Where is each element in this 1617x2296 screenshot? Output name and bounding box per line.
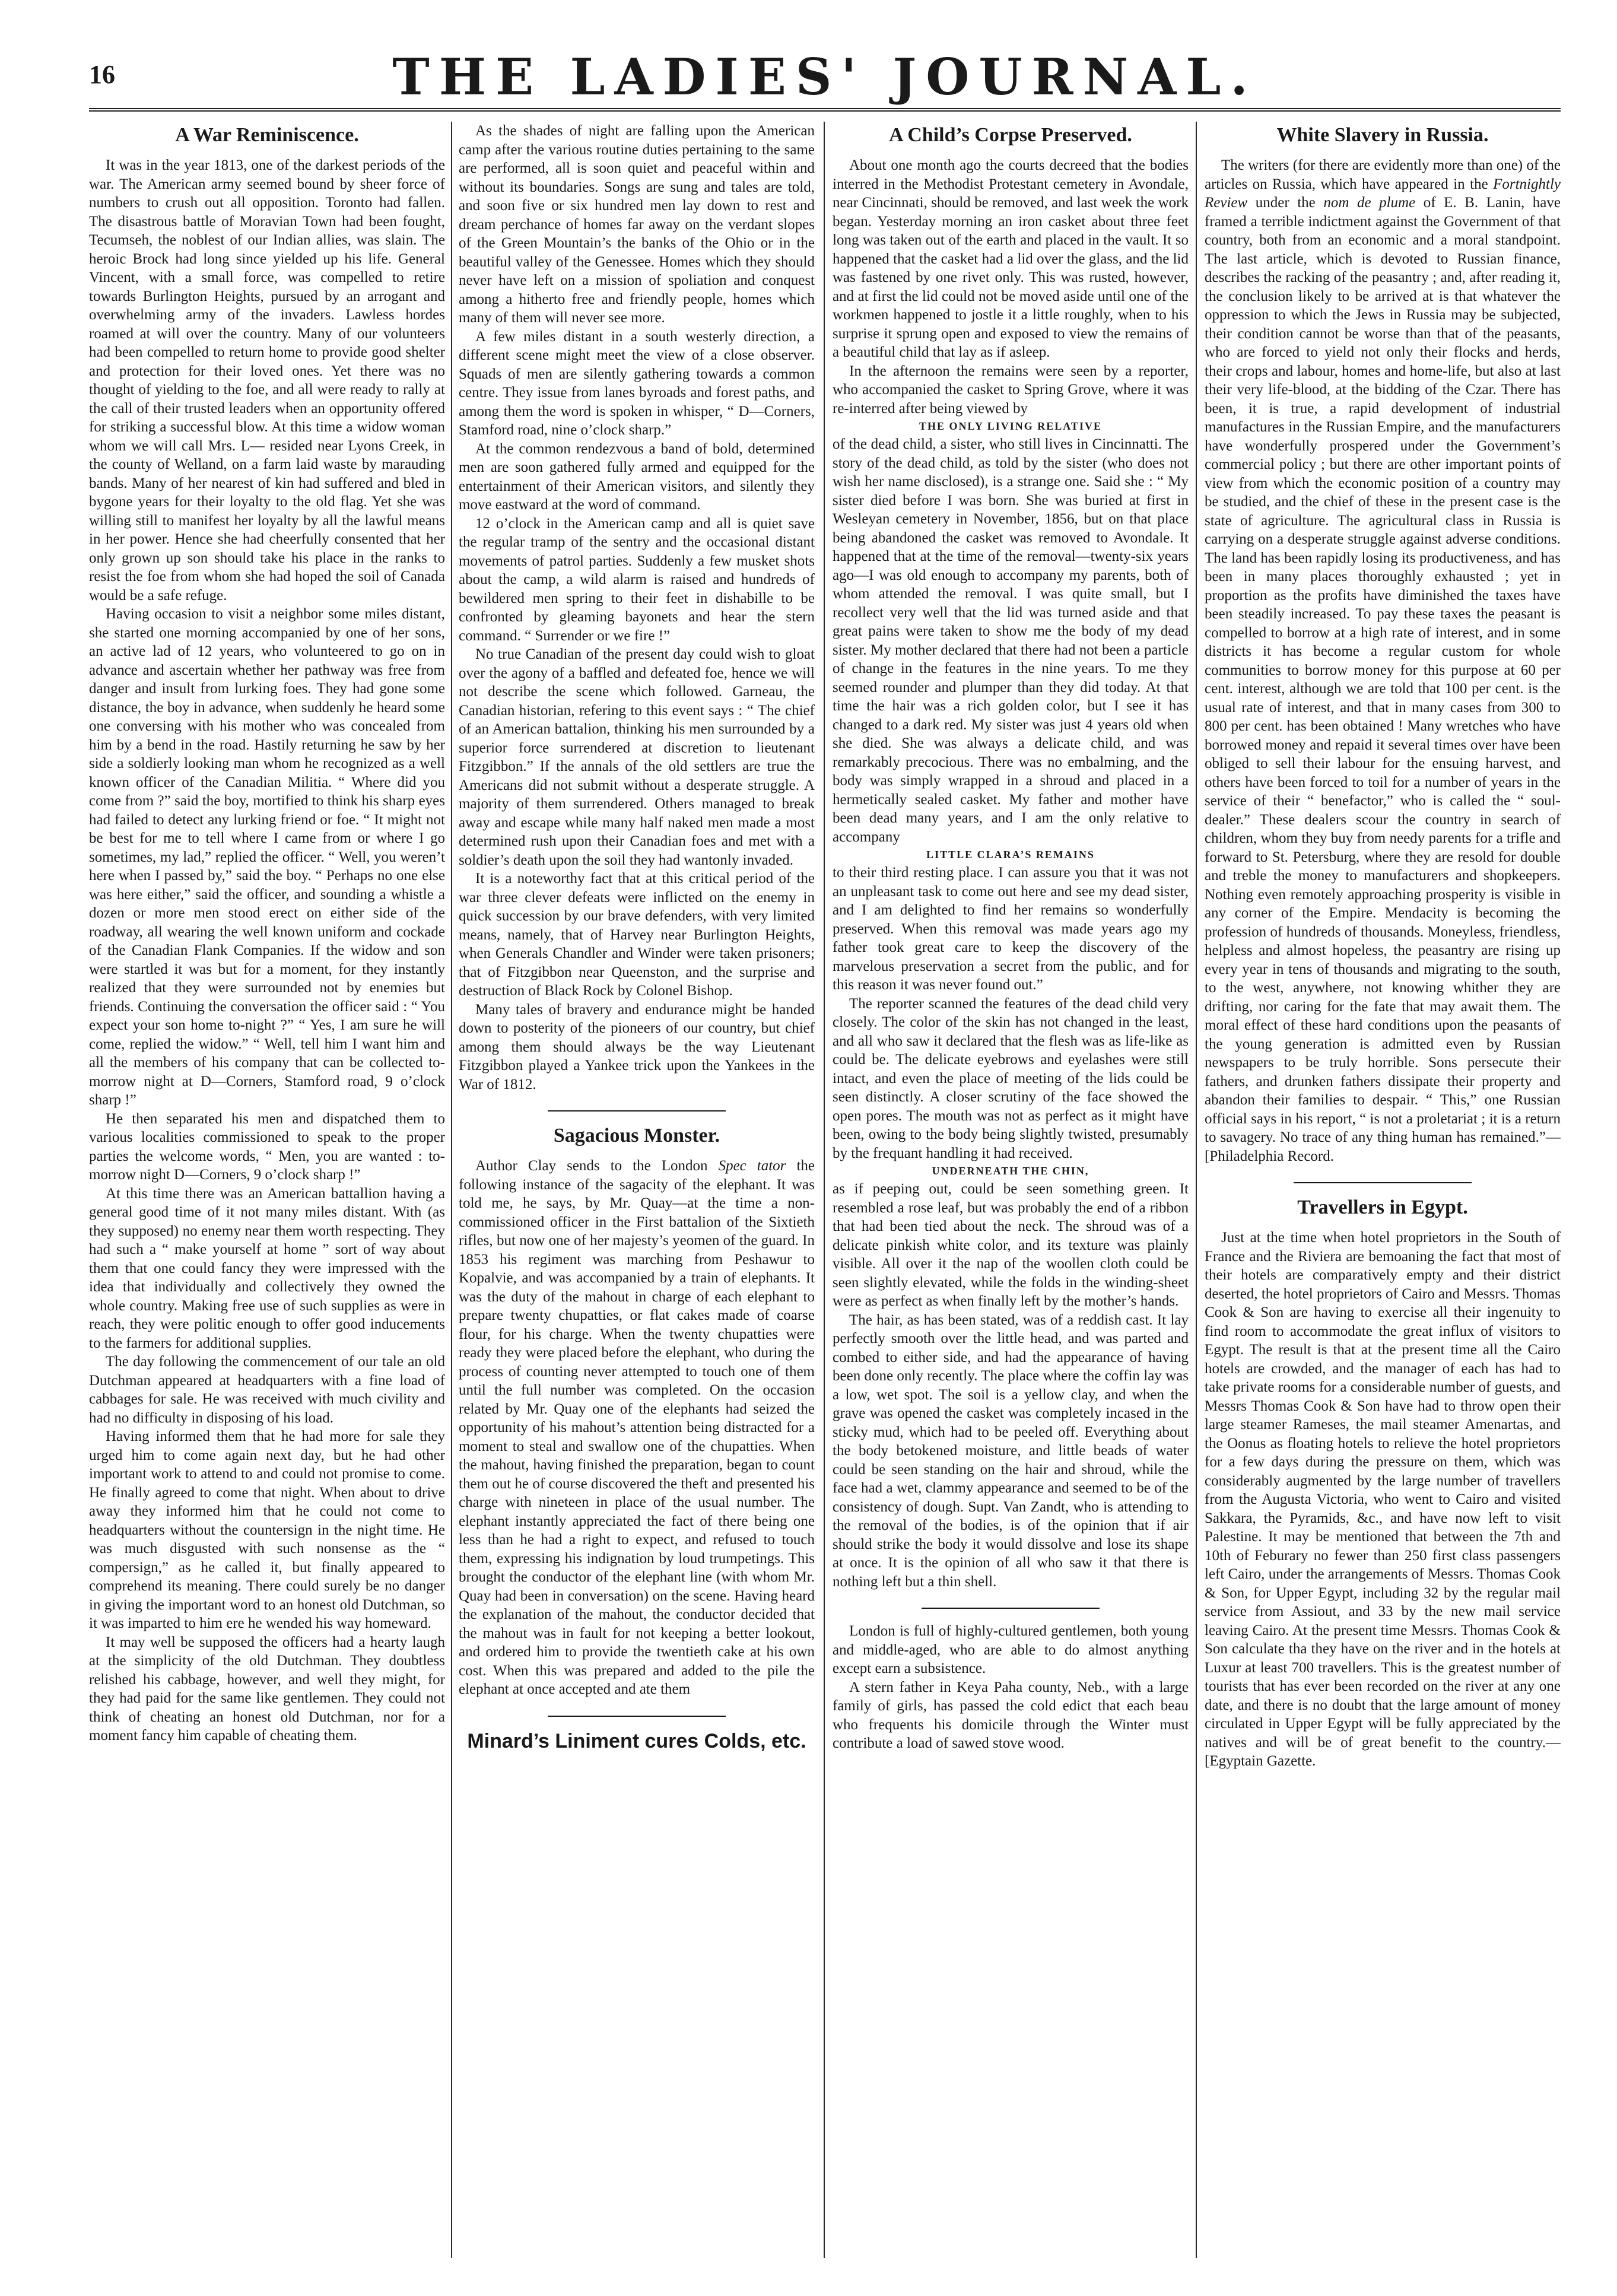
article-paragraph: In the afternoon the remains were seen by a reporter, who accompanied the casket to Spring Grove, where it was re-interred after being viewed by (833, 363, 1189, 417)
article-sagacious-monster (459, 1125, 815, 1699)
section-rule (548, 1110, 726, 1112)
publication-name: Spec tator (718, 1158, 786, 1174)
short-items (833, 1622, 1189, 1753)
text-run: the following instance of the sagacity of the elephant. It was told me, he says, by Mr. Quay—at the time a non-commissioned officer in the First battalion of the Sixtieth rifles, but now one of her majesty’s yeomen of the guard. In 1853 his regiment was marching from Peshawur to Kopalvie, and was accompanied by a train of elephants. It was the duty of the mahout in charge of each elephant to prepare twenty chupatties, or flat cakes made of coarse flour, for his charge. When the twenty chupatties were ready they were placed before the elephant, who during the process of counting never attempted to touch one of them until the full number was completed. On the occasion related by Mr. Quay one of the elephants had seized the opportunity of his mahout’s attention being distracted for a moment to steal and swallow one of the chupatties. When the mahout, having finished the preparation, began to count them out he of course discovered the theft and presented his charge with nineteen in place of the usual number. The elephant instantly appreciated the fact of there being one less than he had a right to expect, and refused to touch them, expressing his indignation by loud trumpetings. This brought the conductor of the elephant line (with whom Mr. Quay had been in conversation) on the scene. Having heard the explanation of the mahout, the conductor decided that the mahout was in fault for not keeping a better lookout, and ordered him to provide the twentieth cake at his own cost. When this was prepared and added to the pile the elephant at once accepted and ate them (459, 1158, 815, 1697)
text-run: under the (1247, 195, 1324, 211)
column-divider (451, 122, 452, 2258)
article-headline: Travellers in Egypt. (1297, 1196, 1468, 1218)
article-white-slavery (1205, 124, 1561, 1166)
journal-title: THE LADIES' JOURNAL. (392, 47, 1257, 106)
article-paragraph (459, 1157, 815, 1699)
article-war-reminiscence (89, 124, 445, 1745)
article-paragraph: As the shades of night are falling upon the American camp after the various routine duties pertaining to the same are performed, all is soon quiet and peaceful within and without its boundaries. Songs are sung and tales are told, and soon five or six hundred men lay down to rest and dream perchance of homes far away on the verdant slopes of the Green Mountain’s the banks of the Ohio or in the beautiful valley of the Genessee. Homes which they should never have left on a mission of spoliation and conquest among a hitherto free and friendly people, homes which many of them will never see more. (459, 123, 815, 326)
article-subhead: THE ONLY LIVING RELATIVE (919, 420, 1102, 432)
article-subhead: UNDERNEATH THE CHIN, (932, 1165, 1089, 1177)
article-paragraph: as if peeping out, could be seen something green. It resembled a rose leaf, but was probably the end of a ribbon that had been tied about the neck. The shroud was of a delicate pinkish white color, and its texture was plainly visible. All over it the nap of the woollen cloth could be seen slightly elevated, while the folds in the winding-sheet were as perfect as when finally left by the mother’s hands. (833, 1181, 1189, 1309)
article-paragraph: It is a noteworthy fact that at this critical period of the war three clever defeats were inflicted on the enemy in quick succession by our brave defenders, with very limited means, namely, that of Harvey near Burlington Heights, when Generals Chandler and Winder were taken prisoners; that of Fitzgibbon near Queenston, and the surprise and destruction of Black Rock by Colonel Bishop. (459, 871, 815, 999)
article-paragraph: The reporter scanned the features of the dead child very closely. The color of the skin has not changed in the least, and all who saw it declared that the flesh was as life-like as could be. The delicate eyebrows and eyelashes were still intact, and even the place of meeting of the lids could be seen distinctly. A closer scrutiny of the face showed the open pores. The mouth was not as perfect as it might have been, owing to the body being slightly twisted, presumably by the frequant handling it had received. (833, 995, 1189, 1161)
article-headline: A Child’s Corpse Preserved. (889, 124, 1132, 146)
short-item: London is full of highly-cultured gentlemen, both young and middle-aged, who are able to do almost anything except earn a subsistence. (833, 1623, 1189, 1676)
article-subhead: LITTLE CLARA’S REMAINS (926, 849, 1095, 860)
column-1 (89, 122, 445, 2270)
section-rule (922, 1608, 1100, 1609)
column-4 (1205, 122, 1561, 2270)
article-paragraph: of the dead child, a sister, who still lives in Cincinnatti. The story of the dead child, as told by the sister (who does not wish her name disclosed), is a strange one. Said she : “ My sister died before I was born. She was buried at first in Wesleyan cemetery in November, 1856, but on that place being abandoned the casket was removed to Avondale. It happened that at the time of the removal—twenty-six years ago—I was old enough to accompany my parents, both of whom attended the removal. I was quite small, but I recollect very well that the lid was turned aside and that great pains were taken to show me the body of my dead sister. My mother declared that there had not been a particle of change in the features in the nine years. To me they seemed rounder and plumper than they did today. At that time the hair was a rich golden color, but I see it has changed to a dark red. My sister was just 4 years old when she died. She was always a delicate child, and was remarkably precocious. There was no embalming, and the body was simply wrapped in a shroud and placed in a hermetically sealed casket. My father and mother have been dead many years, and I am the only relative to accompany (833, 436, 1189, 845)
column-divider (824, 122, 825, 2258)
article-paragraph: Just at the time when hotel proprietors in the South of France and the Riviera are bemoaning the fact that most of their hotels are comparatively empty and their district deserted, the hotel proprietors of Cairo and Messrs. Thomas Cook & Son are having to exercise all their ingenuity to find room to accommodate the great influx of visitors to Egypt. The result is that at the present time all the Cairo hotels are crowded, and the manager of each has had to take private rooms for a considerable number of guests, and Messrs Thomas Cook & Son have had to throw open their large steamer Rameses, the mail steamer Amenartas, and the Oonus as floating hotels to relieve the hotel proprietors for a few days during the pressure on them, which was considerably augmented by the large number of travellers from the Augusta Victoria, who went to Cairo and visited Sakkara, the Pyramids, &c., and have now left to visit Palestine. It may be mentioned that between the 7th and 10th of Feburary no fewer than 250 first class passengers left Cairo, under the arrangements of Messrs. Thomas Cook & Son, for Upper Egypt, including 32 by the regular mail service from Assiout, and 33 by the new mail service leaving Cairo. At the present time Messrs. Thomas Cook & Son calculate tha they have on the river and in the hotels at Luxur at least 700 travellers. This is the greatest number of tourists that has ever been recorded on the river at any one date, and there is no doubt that the large amount of money circulated in Upper Egypt will be fully appreciated by the natives and will be of great benefit to the country.—[Egyptain Gazette. (1205, 1230, 1561, 1769)
article-paragraph: No true Canadian of the present day could wish to gloat over the agony of a baffled and defeated foe, hence we will not describe the scene which followed. Garneau, the Canadian historian, refering to this event says : “ The chief of an American battalion, thinking his men surrounded by a superior force surrendered at discretion to lieutenant Fitzgibbon.” If the annals of the old settlers are true the Americans did not submit without a desperate struggle. A majority of them surrendered. Others managed to break away and escape while many half naked men made a most determined rush upon their Canadian foes and met with a soldier’s death upon the soil they had wantonly invaded. (459, 646, 815, 868)
article-paragraph: Many tales of bravery and endurance might be handed down to posterity of the pioneers of our country, but chief among them should always be the way Lieutenant Fitzgibbon played a Yankee trick upon the Yankees in the War of 1812. (459, 1001, 815, 1093)
publication-name: Fortnightly Review (1205, 176, 1561, 211)
article-headline: A War Reminiscence. (175, 124, 359, 146)
column-3 (833, 122, 1189, 2270)
column-divider (1196, 122, 1197, 2258)
article-paragraph: Having occasion to visit a neighbor some miles distant, she started one morning accompanied by one of her sons, an active lad of 12 years, who volunteered to go on in advance and ascertain whether her pathway was free from danger and insult from lurking foes. They had gone some distance, the boy in advance, when suddenly he heard some one conversing with his mother who was concealed from him by a bend in the road. Hastily returning he saw by her side a soldierly looking man whom he recognized as a well known officer of the Canadian Militia. “ Where did you come from ?” said the boy, mortified to think his sharp eyes had failed to detect any lurking friend or foe. “ It might not be best for me to tell where I came from or where I go sometimes, my lad,” replied the officer. “ Well, you weren’t here when I passed by,” said the boy. “ Perhaps no one else was here either,” said the officer, and sounding a whistle a dozen or more men stood erect on either side of the roadway, all wearing the well known uniform and cockade of the Canadian Flank Companies. If the widow and son were startled it was but for a moment, for they instantly realized that they were surrounded not by enemies but friends. Continuing the conversation the officer said : “ You expect your son home to-night ?” “ Yes, I am sure he will come, replied the widow.” “ Well, tell him I want him and all the members of his company that can be collected to-morrow night at D—Corners, Stamford road, 9 o’clock sharp !” (89, 606, 445, 1108)
text-run: Author Clay sends to the London (475, 1158, 719, 1174)
advertisement: Minard’s Liniment cures Colds, etc. (467, 1729, 806, 1752)
column-2 (459, 122, 815, 2270)
article-paragraph: At the common rendezvous a band of bold, determined men are soon gathered fully armed and equipped for the entertainment of their American visitors, and silently they move eastward at the word of command. (459, 440, 815, 513)
masthead (89, 42, 1561, 113)
article-paragraph: It may well be supposed the officers had a hearty laugh at the simplicity of the old Dutchman. They doubtless relished his cabbage, however, and well they might, for they had paid for the same like gentlemen. They could not think of cheating an honest old Dutchman, nor for a moment fancy him capable of cheating them. (89, 1634, 445, 1744)
masthead-rule (89, 108, 1561, 112)
italic-phrase: nom de plume (1323, 195, 1416, 211)
text-run: of E. B. Lanin, have framed a terrible indictment against the Government of that country, both from an economic and a moral standpoint. The last article, which is devoted to Russian finance, describes the racking of the peasantry ; and, after reading it, the conclusion likely to be arrived at is that whatever the oppression to which the Jews in Russia may be subjected, their condition cannot be worse than that of the peasants, who are forced to yield not only their flocks and herds, their crops and labour, homes and home-life, but also at last their very life-blood, at the bidding of the Czar. There has been, it is true, a rapid development of industrial manufactures in the Russian Empire, and the manufacturers have wonderfully prospered under the Government’s commercial policy ; but there are other important points of view from which the economic position of a country may be studied, and the chief of these in the present case is the state of agriculture. The agricultural class in Russia is carrying on a desperate struggle against adverse conditions. The land has been rapidly losing its productiveness, and has been in many places thoroughly exhausted ; yet in proportion as the profits have diminished the taxes have been steadily increased. To pay these taxes the peasant is compelled to borrow at a high rate of interest, and in some districts it has become a regular custom for whole communities to borrow money for this purpose at 60 per cent. interest, although we are told that 100 per cent. is the usual rate of interest, and that in many cases from 300 to 800 per cent. has been obtained ! Many wretches who have borrowed money and repaid it several times over have been obliged to sell their labour for the ensuing harvest, and others have been forced to toil for a number of years in the service of their “ benefactor,” who is called the “ soul-dealer.” These dealers scour the country in search of children, whom they buy from needy parents for a trifle and forward to St. Petersburg, where they are resold for double and treble the money to manufacturers and shopkeepers. Nothing even remotely approaching prosperity is visible in any corner of the Empire. Mendacity is becoming the profession of hundreds of thousands. Moneyless, friendless, helpless and almost hopeless, the peasantry are rising up every year in tens of thousands and migrating to the south, to the west, anywhere, not knowing whither they are drifting, nor caring for the fate that may await them. The moral effect of these hard conditions upon the peasants of the young generation is admitted even by Russian newspapers to be truly horrible. Sons persecute their fathers, and drunken fathers dissipate their property and abandon their families to despair. “ This,” one Russian official says in his report, “ is not a proletariat ; it is a return to savagery. No trace of any thing human has remained.”—[Philadelphia Record. (1205, 195, 1561, 1164)
article-headline: Sagacious Monster. (553, 1125, 720, 1147)
section-rule (548, 1716, 726, 1717)
article-paragraph: It was in the year 1813, one of the darkest periods of the war. The American army seemed bound by sheer force of numbers to crush out all opposition. Toronto had fallen. The disastrous battle of Moravian Town had been fought, Tecumseh, the noblest of our Indian allies, was slain. The heroic Brock had long since yielded up his life. General Vincent, with a small force, was compelled to retire towards Burlington Heights, pursued by an arrogant and overwhelming army of the invaders. Lawless hordes roamed at will over the country. Many of our volunteers had been compelled to return home to provide good shelter and protection for their loved ones. Yet there was no thought of yielding to the foe, and all were ready to rally at the call of their trusted leaders when an opportunity offered for striking a successful blow. At this time a widow woman whom we will call Mrs. L— resided near Lyons Creek, in the county of Welland, on a farm laid waste by marauding bands. Many of her nearest of kin had suffered and bled in bygone years for their loyalty to the old flag. Yet she was willing still to manifest her loyalty by all the lawful means in her power. Hence she had cheerfully consented that her only grown up son should take his place in the ranks to resist the foe from whom she had hoped the soil of Canada would be a safe refuge. (89, 157, 445, 604)
article-paragraph: to their third resting place. I can assure you that it was not an unpleasant task to come out here and see my dead sister, and I am delighted to find her remains so wonderfully preserved. When this removal was made years ago my father took great care to keep the discovery of the marvelous preservation a secret from the public, and for this reason it was never found out.” (833, 865, 1189, 993)
short-item: A stern father in Keya Paha county, Neb., with a large family of girls, has passed the cold edict that each beau who frequents his domicile through the Winter must contribute a load of sawed stove wood. (833, 1679, 1189, 1751)
article-paragraph: 12 o’clock in the American camp and all is quiet save the regular tramp of the sentry and the occasional distant movements of patrol parties. Suddenly a few musket shots about the camp, a wild alarm is raised and hundreds of bewildered men spring to their feet in dishabille to be confronted by gleaming bayonets and hear the stern command. “ Surrender or we fire !” (459, 515, 815, 644)
article-paragraph: About one month ago the courts decreed that the bodies interred in the Methodist Protestant cemetery in Avondale, near Cincinnati, should be removed, and last week the work began. Yesterday morning an iron casket about three feet long was taken out of the earth and placed in the vault. It so happened that the casket had a lid over the glass, and the lid was fastened by one rivet only. This was rusted, however, and at first the lid could not be moved aside until one of the workmen happened to jostle it a little roughly, when to his surprise it sprung open and exposed to view the remains of a beautiful child that lay as if asleep. (833, 157, 1189, 360)
article-paragraph: The day following the commencement of our tale an old Dutchman appeared at headquarters with a fine load of cabbages for sale. He was received with much civility and had no difficulty in disposing of his load. (89, 1354, 445, 1426)
article-paragraph: Having informed them that he had more for sale they urged him to come again next day, but he had other important work to attend to and could not promise to come. He finally agreed to come that night. When about to drive away they informed him that he could not come to headquarters without the countersign in the night time. He was much disgusted with such nonsense as the “ compersign,” as he called it, but finally appeared to comprehend its meaning. There could surely be no danger in giving the important word to an honest old Dutchman, so it was imparted to him ere he wended his way homeward. (89, 1428, 445, 1631)
article-paragraph: The hair, as has been stated, was of a reddish cast. It lay perfectly smooth over the little head, and was parted and combed to either side, and had the appearance of having been done only recently. The place where the coffin lay was a low, wet spot. The soil is a yellow clay, and when the grave was opened the casket was completely incased in the sticky mud, which had to be peeled off. Everything about the body betokened moisture, and little beads of water could be seen standing on the hair and shroud, while the face had a wet, clammy appearance and seemed to be of the consistency of dough. Supt. Van Zandt, who is attending to the removal of the bodies, is of the opinion that if air should strike the body it would dissolve and lose its shape at once. It is the opinion of all who saw it that there is nothing left but a thin shell. (833, 1311, 1189, 1590)
text-run: The writers (for there are evidently more than one) of the articles on Russia, which have appeared in the (1205, 157, 1561, 192)
article-headline: White Slavery in Russia. (1276, 124, 1489, 146)
article-paragraph: He then separated his men and dispatched them to various localities commissioned to speak to the proper parties the welcome words, “ Men, you are wanted : to-morrow night D—Corners, 9 o’clock sharp !” (89, 1110, 445, 1183)
article-childs-corpse (833, 124, 1189, 1591)
article-paragraph: A few miles distant in a south westerly direction, a different scene might meet the view of a close observer. Squads of men are silently gathering towards a common centre. They issue from lanes byroads and forest paths, and among them the word is spoken in whisper, “ D—Corners, Stamford road, nine o’clock sharp.” (459, 328, 815, 438)
article-paragraph (1205, 156, 1561, 1166)
article-war-reminiscence-continued (459, 122, 815, 1094)
article-paragraph: At this time there was an American battallion having a general good time of it not many miles distant. With (as they supposed) no enemy near them worth respecting. They had such a “ make yourself at home ” sort of way about them that one could fancy they were impressed with the idea that individually and collectively they owned the whole country. Making free use of such supplies as were in reach, they were politic enough to offer good inducements to the farmers for additional supplies. (89, 1185, 445, 1351)
section-rule (1294, 1182, 1472, 1183)
page-number: 16 (89, 60, 115, 89)
article-travellers-egypt (1205, 1196, 1561, 1771)
